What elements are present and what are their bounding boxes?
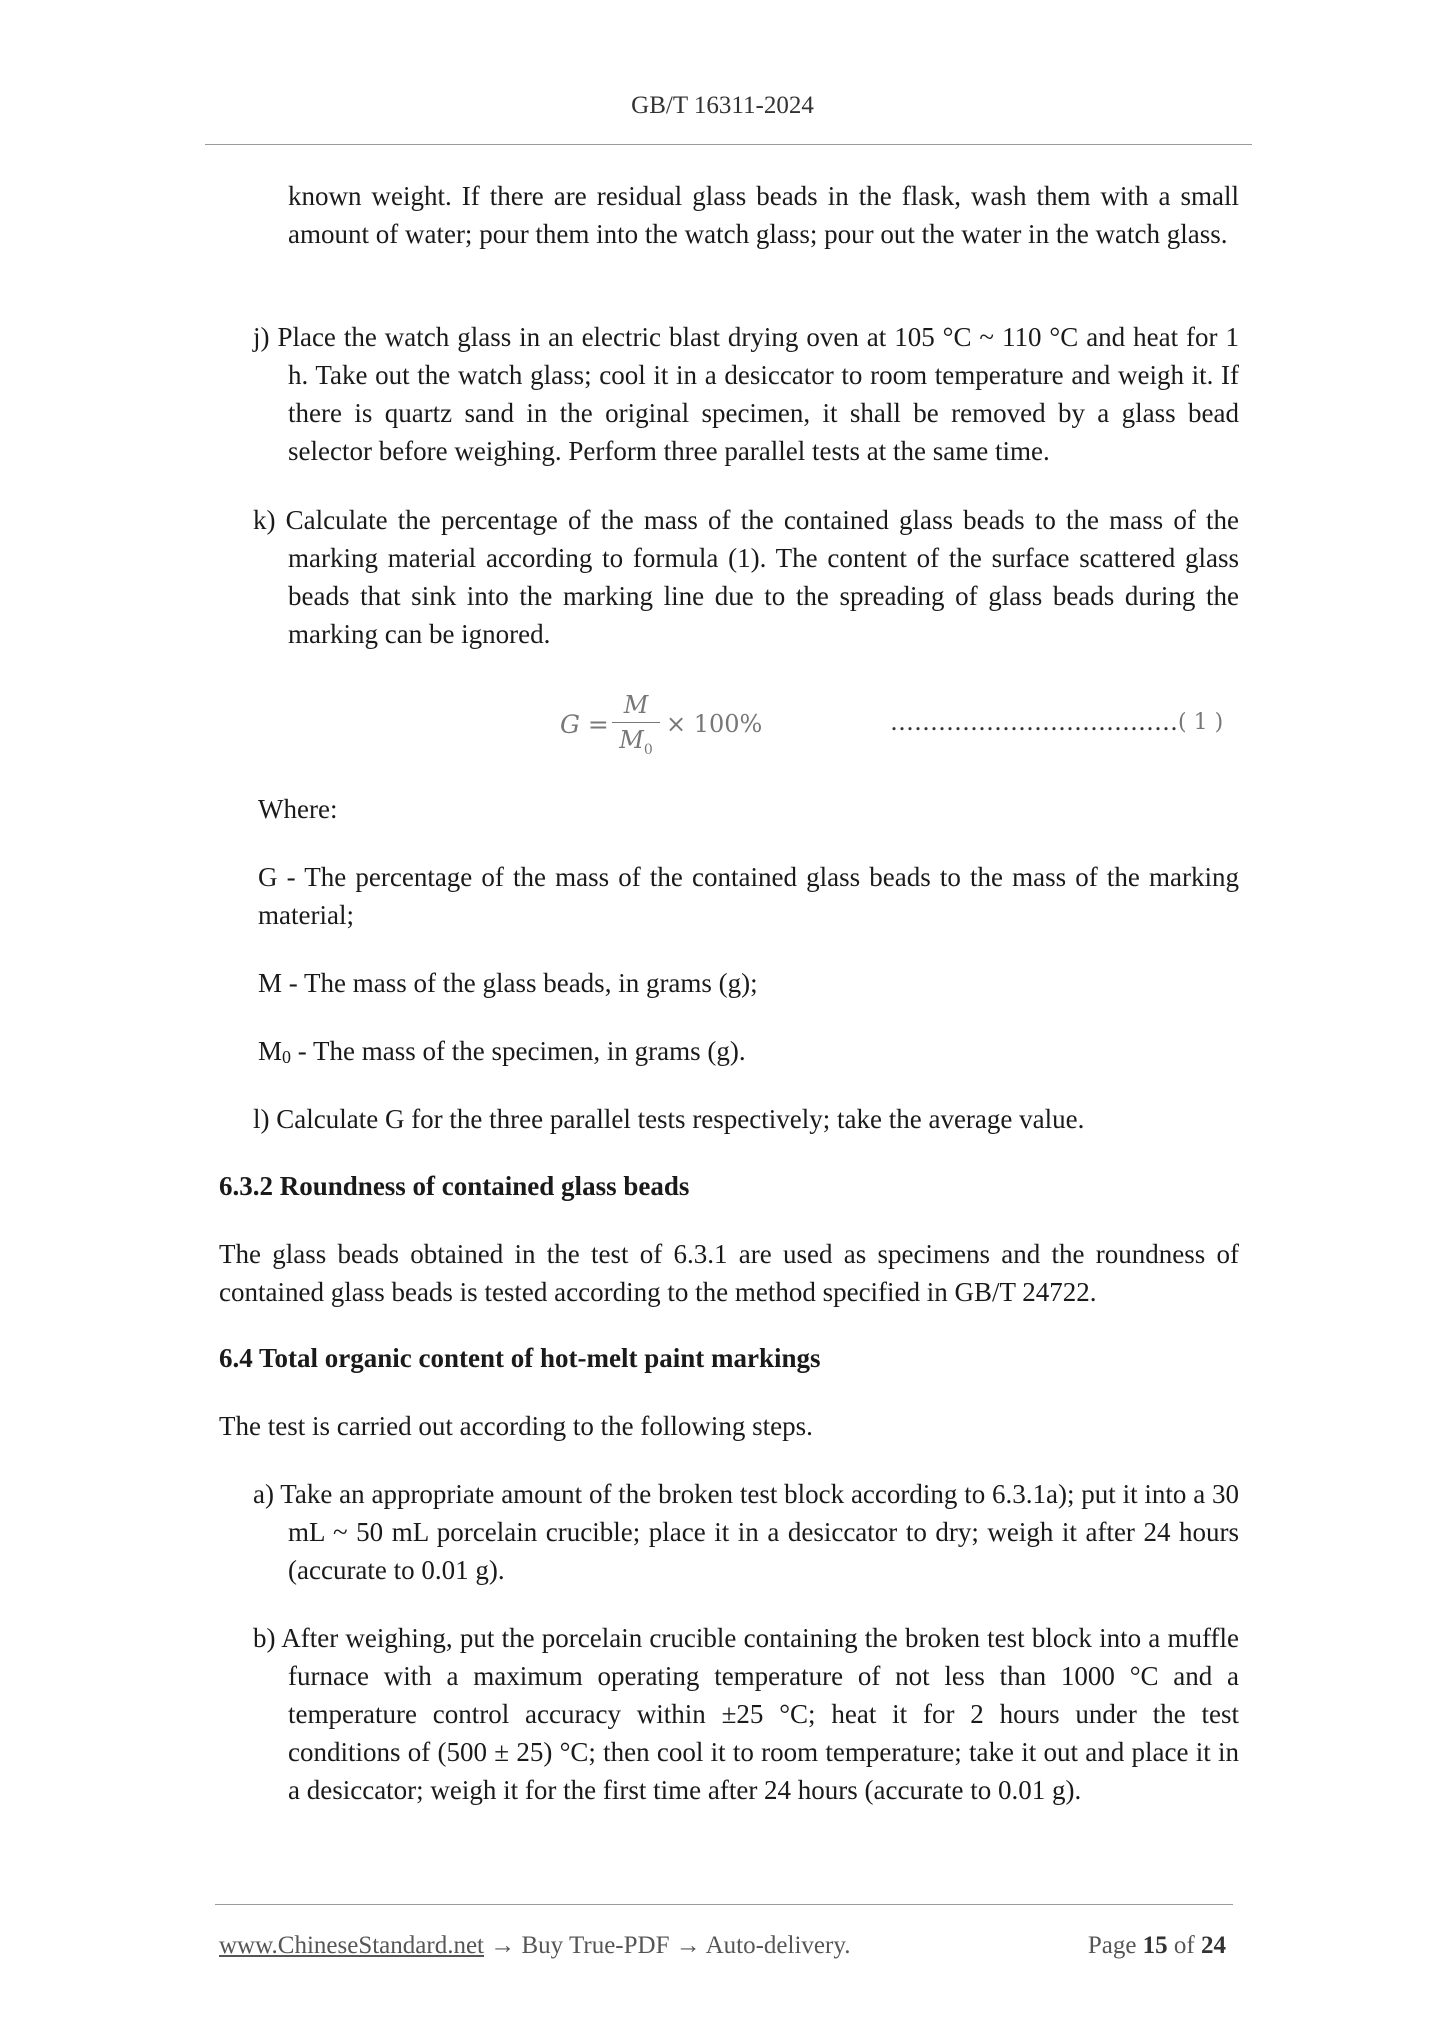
- formula-lhs: G =: [560, 710, 609, 739]
- paragraph-632: The glass beads obtained in the test of 6.3.1 are used as specimens and the roundness of contained glass beads is tested according to the method specified in GB/T 24722.: [219, 1239, 1239, 1307]
- formula-numerator: M: [623, 691, 649, 719]
- formula-leader-dots: ………………………………: [890, 708, 1178, 736]
- footer-link[interactable]: [219, 1932, 850, 1960]
- list-item-j: j) Place the watch glass in an electric blast drying oven at 105 °C ~ 110 °C and heat for 1 h. Take out the watch glass; cool it in a desiccator to room temperature and weigh it. If there is quartz sand in the original specimen, it shall be removed by a glass bead selector before weighing. Perform three parallel tests at the same time.: [253, 322, 1239, 466]
- formula-fraction: [612, 690, 660, 765]
- list-item-b: b) After weighing, put the porcelain crucible containing the broken test block into a muffle furnace with a maximum operating temperature of not less than 1000 °C and a temperature control accuracy within ±25 °C; heat it for 2 hours under the test conditions of (500 ± 25) °C; then cool it to room temperature; take it out and place it in a desiccator; weigh it for the first time after 24 hours (accurate to 0.01 g).: [253, 1623, 1239, 1805]
- section-heading-64: 6.4 Total organic content of hot-melt paint markings: [219, 1343, 821, 1373]
- paragraph-64: The test is carried out according to the following steps.: [219, 1411, 813, 1441]
- footer-rule: [215, 1904, 1233, 1905]
- formula-denominator: $M_0$: [619, 726, 653, 758]
- definition-m: M - The mass of the glass beads, in grams (g);: [258, 968, 758, 998]
- page-number: Page 15 of 24: [1087, 1932, 1226, 1959]
- header-rule: [205, 144, 1252, 145]
- fraction-bar: [612, 722, 660, 723]
- list-item-l: l) Calculate G for the three parallel tests respectively; take the average value.: [253, 1104, 1085, 1134]
- continued-paragraph-i: known weight. If there are residual glass beads in the flask, wash them with a small amount of water; pour them into the watch glass; pour out the water in the watch glass.: [288, 181, 1239, 249]
- list-item-k: k) Calculate the percentage of the mass of the contained glass beads to the mass of the marking material according to formula (1). The content of the surface scattered glass beads that sink into the marking line due to the spreading of glass beads during the marking can be ignored.: [253, 505, 1239, 649]
- definition-g: G - The percentage of the mass of the contained glass beads to the mass of the marking material;: [258, 862, 1239, 930]
- formula-number: ( 1 ): [1178, 710, 1224, 735]
- formula-rhs: × 100%: [666, 710, 763, 738]
- list-item-a: a) Take an appropriate amount of the broken test block according to 6.3.1a); put it into a 30 mL ~ 50 mL porcelain crucible; place it in a desiccator to dry; weigh it after 24 hours (accurate to 0.01 g).: [253, 1479, 1239, 1585]
- definition-m0: M0 - The mass of the specimen, in grams (g).: [258, 1036, 746, 1067]
- section-heading-632: 6.3.2 Roundness of contained glass beads: [219, 1171, 690, 1201]
- footer-tagline: → Buy True-PDF → Auto-delivery.: [484, 1932, 851, 1959]
- footer-url[interactable]: www.ChineseStandard.net: [219, 1932, 484, 1959]
- formula-1: [560, 690, 1260, 760]
- running-header: GB/T 16311-2024: [631, 92, 814, 119]
- where-label: Where:: [258, 794, 338, 824]
